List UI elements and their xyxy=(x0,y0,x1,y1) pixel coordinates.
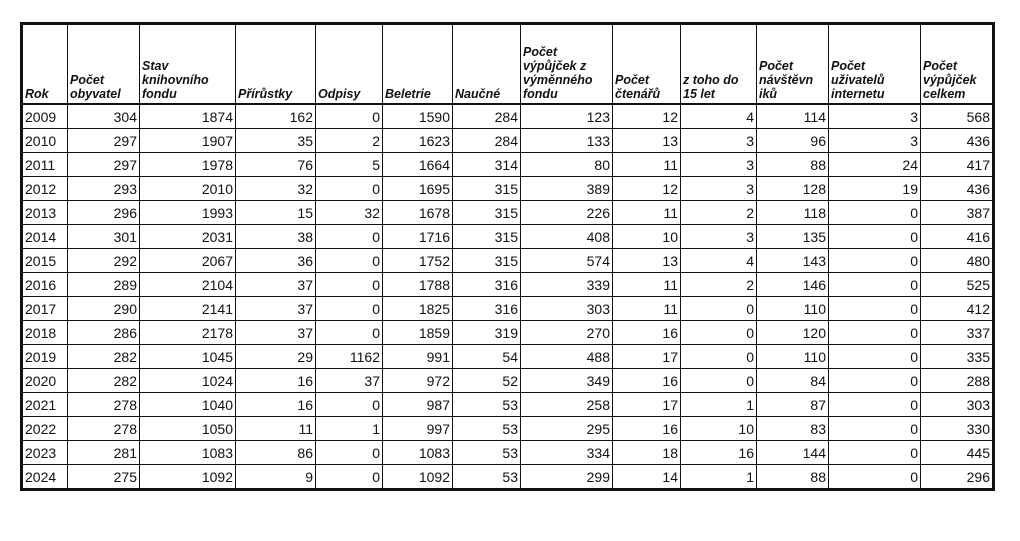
table-cell: 133 xyxy=(521,129,613,153)
table-cell: 16 xyxy=(236,369,316,393)
table-cell: 144 xyxy=(757,441,829,465)
header-uzivatele-internetu: Počet uživatelů internetu xyxy=(829,24,921,105)
table-cell: 1664 xyxy=(383,153,453,177)
table-cell: 1092 xyxy=(383,465,453,490)
table-cell: 1050 xyxy=(140,417,236,441)
table-cell: 297 xyxy=(68,153,140,177)
table-cell: 301 xyxy=(68,225,140,249)
table-cell: 0 xyxy=(316,465,383,490)
table-cell: 143 xyxy=(757,249,829,273)
year-cell: 2017 xyxy=(22,297,68,321)
table-cell: 84 xyxy=(757,369,829,393)
table-cell: 38 xyxy=(236,225,316,249)
table-cell: 2010 xyxy=(140,177,236,201)
table-cell: 2 xyxy=(681,201,757,225)
table-cell: 0 xyxy=(829,273,921,297)
table-cell: 5 xyxy=(316,153,383,177)
table-cell: 1825 xyxy=(383,297,453,321)
table-cell: 0 xyxy=(829,297,921,321)
table-cell: 488 xyxy=(521,345,613,369)
table-cell: 436 xyxy=(921,129,994,153)
table-cell: 88 xyxy=(757,465,829,490)
table-cell: 0 xyxy=(316,249,383,273)
header-prirustky: Přírůstky xyxy=(236,24,316,105)
table-cell: 339 xyxy=(521,273,613,297)
table-cell: 162 xyxy=(236,104,316,129)
table-cell: 1092 xyxy=(140,465,236,490)
table-row xyxy=(22,153,994,177)
table-cell: 303 xyxy=(521,297,613,321)
table-row xyxy=(22,201,994,225)
table-cell: 1024 xyxy=(140,369,236,393)
table-cell: 289 xyxy=(68,273,140,297)
table-cell: 36 xyxy=(236,249,316,273)
year-cell: 2009 xyxy=(22,104,68,129)
table-cell: 3 xyxy=(829,104,921,129)
table-cell: 1623 xyxy=(383,129,453,153)
year-cell: 2023 xyxy=(22,441,68,465)
table-cell: 0 xyxy=(316,177,383,201)
table-cell: 0 xyxy=(316,393,383,417)
table-cell: 35 xyxy=(236,129,316,153)
table-cell: 293 xyxy=(68,177,140,201)
table-cell: 16 xyxy=(613,321,681,345)
table-cell: 0 xyxy=(316,321,383,345)
table-cell: 270 xyxy=(521,321,613,345)
table-cell: 1040 xyxy=(140,393,236,417)
year-cell: 2012 xyxy=(22,177,68,201)
table-cell: 0 xyxy=(829,201,921,225)
table-cell: 0 xyxy=(316,225,383,249)
year-cell: 2014 xyxy=(22,225,68,249)
header-odpisy: Odpisy xyxy=(316,24,383,105)
year-cell: 2013 xyxy=(22,201,68,225)
table-cell: 997 xyxy=(383,417,453,441)
table-body xyxy=(22,104,994,490)
table-cell: 299 xyxy=(521,465,613,490)
table-cell: 282 xyxy=(68,345,140,369)
table-cell: 15 xyxy=(236,201,316,225)
table-cell: 314 xyxy=(453,153,521,177)
table-cell: 275 xyxy=(68,465,140,490)
table-cell: 9 xyxy=(236,465,316,490)
table-row xyxy=(22,441,994,465)
table-cell: 416 xyxy=(921,225,994,249)
table-cell: 123 xyxy=(521,104,613,129)
table-row xyxy=(22,321,994,345)
table-cell: 315 xyxy=(453,225,521,249)
table-cell: 1716 xyxy=(383,225,453,249)
table-cell: 319 xyxy=(453,321,521,345)
table-cell: 88 xyxy=(757,153,829,177)
table-cell: 19 xyxy=(829,177,921,201)
table-cell: 1162 xyxy=(316,345,383,369)
table-cell: 53 xyxy=(453,393,521,417)
year-cell: 2021 xyxy=(22,393,68,417)
table-row xyxy=(22,273,994,297)
table-cell: 316 xyxy=(453,273,521,297)
table-cell: 1083 xyxy=(383,441,453,465)
table-cell: 987 xyxy=(383,393,453,417)
table-cell: 1 xyxy=(681,465,757,490)
table-cell: 37 xyxy=(316,369,383,393)
table-cell: 54 xyxy=(453,345,521,369)
table-row xyxy=(22,369,994,393)
table-cell: 0 xyxy=(829,345,921,369)
table-cell: 226 xyxy=(521,201,613,225)
table-row xyxy=(22,393,994,417)
table-cell: 387 xyxy=(921,201,994,225)
library-statistics-table-container xyxy=(20,22,992,491)
table-cell: 76 xyxy=(236,153,316,177)
table-cell: 412 xyxy=(921,297,994,321)
table-cell: 2 xyxy=(316,129,383,153)
year-cell: 2015 xyxy=(22,249,68,273)
table-cell: 37 xyxy=(236,321,316,345)
year-cell: 2024 xyxy=(22,465,68,490)
table-row xyxy=(22,104,994,129)
table-cell: 568 xyxy=(921,104,994,129)
table-cell: 53 xyxy=(453,465,521,490)
year-cell: 2019 xyxy=(22,345,68,369)
table-cell: 17 xyxy=(613,345,681,369)
table-cell: 12 xyxy=(613,177,681,201)
table-cell: 281 xyxy=(68,441,140,465)
table-cell: 436 xyxy=(921,177,994,201)
table-cell: 316 xyxy=(453,297,521,321)
table-cell: 0 xyxy=(829,465,921,490)
table-cell: 2104 xyxy=(140,273,236,297)
header-z-toho-do-15: z toho do 15 let xyxy=(681,24,757,105)
table-cell: 96 xyxy=(757,129,829,153)
table-cell: 0 xyxy=(316,297,383,321)
table-cell: 278 xyxy=(68,393,140,417)
table-cell: 0 xyxy=(829,393,921,417)
table-cell: 16 xyxy=(236,393,316,417)
table-cell: 480 xyxy=(921,249,994,273)
table-cell: 525 xyxy=(921,273,994,297)
table-cell: 86 xyxy=(236,441,316,465)
table-cell: 3 xyxy=(681,177,757,201)
table-cell: 2031 xyxy=(140,225,236,249)
header-stav-fondu: Stav knihovního fondu xyxy=(140,24,236,105)
table-cell: 29 xyxy=(236,345,316,369)
table-cell: 0 xyxy=(829,441,921,465)
table-row xyxy=(22,249,994,273)
table-cell: 0 xyxy=(829,321,921,345)
table-cell: 16 xyxy=(681,441,757,465)
header-naucne: Naučné xyxy=(453,24,521,105)
table-cell: 1907 xyxy=(140,129,236,153)
table-cell: 337 xyxy=(921,321,994,345)
table-cell: 1045 xyxy=(140,345,236,369)
table-cell: 11 xyxy=(613,273,681,297)
table-cell: 1695 xyxy=(383,177,453,201)
table-cell: 37 xyxy=(236,297,316,321)
table-cell: 17 xyxy=(613,393,681,417)
table-cell: 972 xyxy=(383,369,453,393)
table-cell: 3 xyxy=(681,153,757,177)
table-cell: 53 xyxy=(453,417,521,441)
table-cell: 16 xyxy=(613,417,681,441)
table-cell: 135 xyxy=(757,225,829,249)
table-cell: 0 xyxy=(316,273,383,297)
table-cell: 80 xyxy=(521,153,613,177)
table-cell: 0 xyxy=(829,249,921,273)
table-cell: 445 xyxy=(921,441,994,465)
table-cell: 1 xyxy=(681,393,757,417)
table-cell: 1083 xyxy=(140,441,236,465)
table-cell: 52 xyxy=(453,369,521,393)
table-cell: 0 xyxy=(829,369,921,393)
table-cell: 1978 xyxy=(140,153,236,177)
table-row xyxy=(22,297,994,321)
table-cell: 258 xyxy=(521,393,613,417)
table-cell: 24 xyxy=(829,153,921,177)
table-cell: 0 xyxy=(681,345,757,369)
table-cell: 1874 xyxy=(140,104,236,129)
table-row xyxy=(22,417,994,441)
table-cell: 1 xyxy=(316,417,383,441)
table-cell: 417 xyxy=(921,153,994,177)
table-cell: 10 xyxy=(681,417,757,441)
table-cell: 0 xyxy=(681,369,757,393)
table-row xyxy=(22,465,994,490)
header-pocet-ctenaru: Počet čtenářů xyxy=(613,24,681,105)
table-cell: 4 xyxy=(681,104,757,129)
table-cell: 2067 xyxy=(140,249,236,273)
header-rok: Rok xyxy=(22,24,68,105)
table-cell: 87 xyxy=(757,393,829,417)
year-cell: 2011 xyxy=(22,153,68,177)
table-cell: 1678 xyxy=(383,201,453,225)
table-cell: 37 xyxy=(236,273,316,297)
table-cell: 349 xyxy=(521,369,613,393)
table-cell: 110 xyxy=(757,297,829,321)
table-cell: 83 xyxy=(757,417,829,441)
header-pocet-obyvatel: Počet obyvatel xyxy=(68,24,140,105)
table-cell: 13 xyxy=(613,249,681,273)
table-cell: 334 xyxy=(521,441,613,465)
table-cell: 11 xyxy=(613,153,681,177)
table-cell: 4 xyxy=(681,249,757,273)
header-vypujcky-celkem: Počet výpůjček celkem xyxy=(921,24,994,105)
table-cell: 2141 xyxy=(140,297,236,321)
table-row xyxy=(22,129,994,153)
year-cell: 2018 xyxy=(22,321,68,345)
table-cell: 53 xyxy=(453,441,521,465)
table-cell: 315 xyxy=(453,177,521,201)
table-cell: 574 xyxy=(521,249,613,273)
table-cell: 315 xyxy=(453,249,521,273)
table-cell: 11 xyxy=(236,417,316,441)
table-cell: 146 xyxy=(757,273,829,297)
table-cell: 284 xyxy=(453,129,521,153)
table-cell: 32 xyxy=(236,177,316,201)
header-beletrie: Beletrie xyxy=(383,24,453,105)
table-cell: 3 xyxy=(829,129,921,153)
table-cell: 11 xyxy=(613,297,681,321)
table-cell: 286 xyxy=(68,321,140,345)
year-cell: 2020 xyxy=(22,369,68,393)
table-cell: 0 xyxy=(316,441,383,465)
table-cell: 1788 xyxy=(383,273,453,297)
year-cell: 2016 xyxy=(22,273,68,297)
table-cell: 0 xyxy=(681,321,757,345)
year-cell: 2010 xyxy=(22,129,68,153)
table-cell: 335 xyxy=(921,345,994,369)
table-cell: 296 xyxy=(921,465,994,490)
table-cell: 290 xyxy=(68,297,140,321)
table-cell: 16 xyxy=(613,369,681,393)
table-cell: 389 xyxy=(521,177,613,201)
table-cell: 0 xyxy=(829,225,921,249)
table-cell: 110 xyxy=(757,345,829,369)
table-cell: 13 xyxy=(613,129,681,153)
table-cell: 292 xyxy=(68,249,140,273)
table-cell: 991 xyxy=(383,345,453,369)
table-cell: 1752 xyxy=(383,249,453,273)
table-cell: 32 xyxy=(316,201,383,225)
table-header-row xyxy=(22,24,994,105)
header-pocet-navstevniku: Počet návštěvn iků xyxy=(757,24,829,105)
table-cell: 408 xyxy=(521,225,613,249)
table-cell: 14 xyxy=(613,465,681,490)
table-cell: 295 xyxy=(521,417,613,441)
table-cell: 11 xyxy=(613,201,681,225)
table-cell: 118 xyxy=(757,201,829,225)
table-cell: 128 xyxy=(757,177,829,201)
table-cell: 330 xyxy=(921,417,994,441)
table-cell: 120 xyxy=(757,321,829,345)
table-cell: 0 xyxy=(829,417,921,441)
table-row xyxy=(22,177,994,201)
table-cell: 2178 xyxy=(140,321,236,345)
table-cell: 114 xyxy=(757,104,829,129)
library-statistics-table xyxy=(20,22,995,491)
table-cell: 1859 xyxy=(383,321,453,345)
table-cell: 296 xyxy=(68,201,140,225)
table-cell: 288 xyxy=(921,369,994,393)
table-cell: 1590 xyxy=(383,104,453,129)
table-cell: 284 xyxy=(453,104,521,129)
table-cell: 297 xyxy=(68,129,140,153)
table-row xyxy=(22,225,994,249)
table-cell: 278 xyxy=(68,417,140,441)
table-cell: 315 xyxy=(453,201,521,225)
table-cell: 12 xyxy=(613,104,681,129)
table-row xyxy=(22,345,994,369)
table-cell: 18 xyxy=(613,441,681,465)
table-cell: 304 xyxy=(68,104,140,129)
table-cell: 303 xyxy=(921,393,994,417)
table-cell: 1993 xyxy=(140,201,236,225)
table-cell: 2 xyxy=(681,273,757,297)
header-vypujcky-vymenny-fond: Počet výpůjček z výměnného fondu xyxy=(521,24,613,105)
table-cell: 0 xyxy=(316,104,383,129)
year-cell: 2022 xyxy=(22,417,68,441)
table-cell: 282 xyxy=(68,369,140,393)
table-cell: 3 xyxy=(681,129,757,153)
table-cell: 0 xyxy=(681,297,757,321)
table-cell: 10 xyxy=(613,225,681,249)
table-cell: 3 xyxy=(681,225,757,249)
